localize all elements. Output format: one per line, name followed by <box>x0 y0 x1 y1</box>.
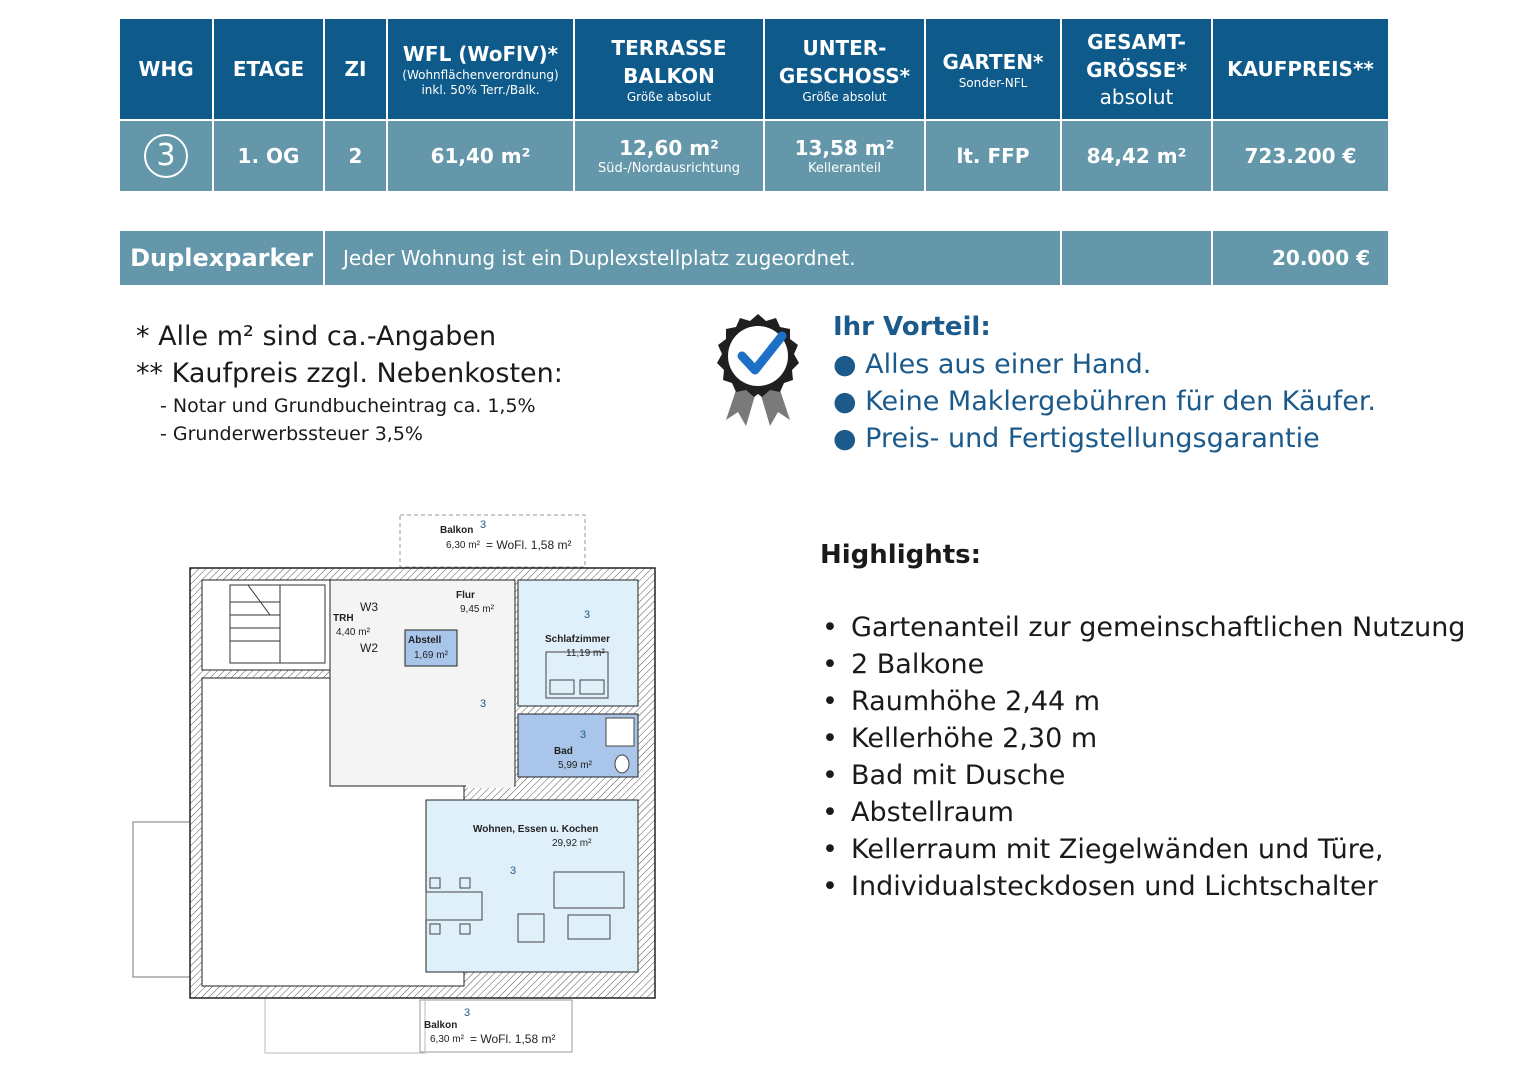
balcony-top-wofl: = WoFl. 1,58 m² <box>486 538 572 552</box>
parking-price: 20.000 € <box>1212 230 1389 286</box>
balcony-bottom-outline <box>265 995 425 1053</box>
unit-marker: 3 <box>464 1007 471 1019</box>
parking-row <box>119 230 1389 286</box>
parking-label: Duplexparker <box>119 230 324 286</box>
header-wfl: WFL (WoFlV)* (Wohnflächenverordnung) inkl. 50% Terr./Balk. <box>387 18 574 120</box>
parking-text: Jeder Wohnung ist ein Duplexstellplatz zugeordnet. <box>324 230 1061 286</box>
balcony-bottom-area: 6,30 m² <box>430 1034 464 1045</box>
header-garten: GARTEN* Sonder-NFL <box>925 18 1061 120</box>
header-untergeschoss: UNTER- GESCHOSS* Größe absolut <box>764 18 925 120</box>
unit-marker: 3 <box>584 609 591 621</box>
cell-untergeschoss: 13,58 m² Kelleranteil <box>764 120 925 192</box>
header-terrasse: TERRASSE BALKON Größe absolut <box>574 18 764 120</box>
price-table <box>118 17 1390 193</box>
advantage-item: ● Alles aus einer Hand. <box>833 349 1152 380</box>
parking-empty-cell <box>1061 230 1212 286</box>
cell-kaufpreis: 723.200 € <box>1212 120 1389 192</box>
highlights-title: Highlights: <box>820 540 982 570</box>
header-gesamtgroesse: GESAMT- GRÖSSE* absolut <box>1061 18 1212 120</box>
header-etage: ETAGE <box>213 18 324 120</box>
footnotes <box>136 318 563 448</box>
flur-area: 9,45 m² <box>460 604 494 615</box>
highlight-item: • Kellerhöhe 2,30 m <box>820 720 1465 757</box>
abstell-label: Abstell <box>408 635 442 646</box>
cell-terrasse: 12,60 m² Süd-/Nordausrichtung <box>574 120 764 192</box>
highlight-item-continued: • Individualsteckdosen und Lichtschalter <box>820 868 1465 905</box>
cell-zi: 2 <box>324 120 387 192</box>
cell-etage: 1. OG <box>213 120 324 192</box>
advantages-section <box>833 308 1376 457</box>
balcony-bottom-label: Balkon <box>424 1020 458 1031</box>
table-row <box>119 120 1389 192</box>
balcony-top-label: Balkon <box>440 525 474 536</box>
footnote-notar: - Notar und Grundbucheintrag ca. 1,5% <box>160 395 536 417</box>
footnote-tax: - Grunderwerbssteuer 3,5% <box>160 423 423 445</box>
advantages-title: Ihr Vorteil: <box>833 312 991 342</box>
stairwell <box>202 580 330 670</box>
footnote-price: ** Kaufpreis zzgl. Nebenkosten: <box>136 358 563 389</box>
side-balcony <box>133 822 191 977</box>
bad-label: Bad <box>554 746 573 757</box>
cell-wfl: 61,40 m² <box>387 120 574 192</box>
quality-badge-icon <box>712 312 804 432</box>
balcony-bottom-wofl: = WoFl. 1,58 m² <box>470 1032 556 1046</box>
wohnen-area: 29,92 m² <box>552 838 592 849</box>
floor-plan <box>130 510 665 1060</box>
unit-marker: 3 <box>510 865 517 877</box>
unit-marker: 3 <box>480 519 487 531</box>
highlight-item: • Kellerraum mit Ziegelwänden und Türe, <box>820 831 1465 868</box>
w2-label: W2 <box>360 641 378 655</box>
footnote-area: * Alle m² sind ca.-Angaben <box>136 321 497 352</box>
bad-area: 5,99 m² <box>558 760 592 771</box>
header-kaufpreis: KAUFPREIS** <box>1212 18 1389 120</box>
parking-table <box>118 229 1390 287</box>
highlight-item: • Gartenanteil zur gemeinschaftlichen Nutzung <box>820 609 1465 646</box>
advantage-item: ● Preis- und Fertigstellungsgarantie <box>833 423 1320 454</box>
cell-garten: lt. FFP <box>925 120 1061 192</box>
header-zi: ZI <box>324 18 387 120</box>
unit-number-badge: 3 <box>144 134 188 178</box>
schlafzimmer-label: Schlafzimmer <box>545 634 611 645</box>
cell-whg <box>119 120 213 192</box>
trh-label: TRH <box>333 613 354 624</box>
w3-label: W3 <box>360 600 378 614</box>
flur-label: Flur <box>456 590 475 601</box>
balcony-top-area: 6,30 m² <box>446 540 480 551</box>
header-whg: WHG <box>119 18 213 120</box>
highlight-item: • Abstellraum <box>820 794 1465 831</box>
advantage-item: ● Keine Maklergebühren für den Käufer. <box>833 386 1377 417</box>
unit-marker: 3 <box>580 729 587 741</box>
trh-area: 4,40 m² <box>336 627 370 638</box>
wohnen-label: Wohnen, Essen u. Kochen <box>473 824 599 835</box>
highlight-item: • Bad mit Dusche <box>820 757 1465 794</box>
table-header-row <box>119 18 1389 120</box>
highlight-item: • 2 Balkone <box>820 646 1465 683</box>
highlights-section <box>820 537 1465 905</box>
schlafzimmer-area: 11,19 m² <box>566 648 605 659</box>
highlight-item: • Raumhöhe 2,44 m <box>820 683 1465 720</box>
unit-marker: 3 <box>480 698 487 710</box>
abstell-area: 1,69 m² <box>414 650 448 661</box>
cell-gesamtgroesse: 84,42 m² <box>1061 120 1212 192</box>
